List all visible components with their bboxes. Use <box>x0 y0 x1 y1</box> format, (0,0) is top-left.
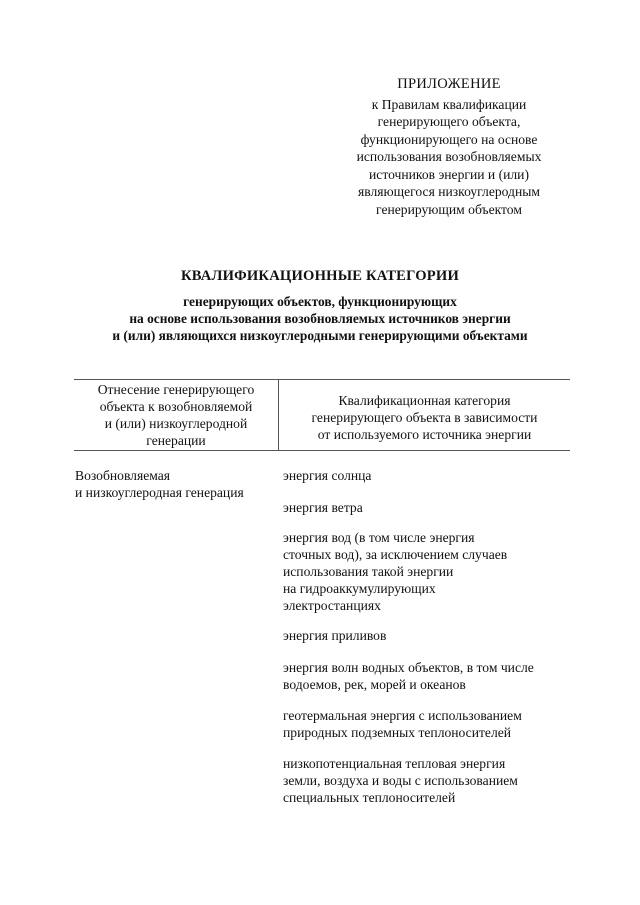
source-line: энергия солнца <box>283 468 372 483</box>
header-line: генерирующего объекта в зависимости <box>311 410 538 425</box>
source-line: энергия приливов <box>283 628 387 643</box>
header-line: Квалификационная категория <box>338 393 511 408</box>
header-line: объекта к возобновляемой <box>99 399 253 414</box>
list-item <box>283 529 573 614</box>
source-line: энергия вод (в том числе энергия <box>283 530 475 545</box>
document-title: КВАЛИФИКАЦИОННЫЕ КАТЕГОРИИ <box>180 268 460 284</box>
appendix-block <box>330 76 568 218</box>
table-header-generation-type <box>74 381 278 449</box>
source-line: водоемов, рек, морей и океанов <box>283 677 466 692</box>
appendix-line: генерирующим объектом <box>376 201 522 217</box>
list-item <box>283 499 573 516</box>
appendix-line: функционирующего на основе <box>360 131 538 147</box>
appendix-line: являющегося низкоуглеродным <box>358 184 540 199</box>
source-line: на гидроаккумулирующих <box>283 581 436 596</box>
list-item <box>283 467 573 484</box>
appendix-line: источников энергии и (или) <box>369 166 529 182</box>
list-item <box>283 755 573 806</box>
subtitle-line: на основе использования возобновляемых источников энергии <box>129 311 511 326</box>
list-item <box>283 627 573 644</box>
table-cell-category <box>75 467 275 501</box>
source-line: использования такой энергии <box>283 564 454 579</box>
list-item <box>283 707 573 741</box>
appendix-title: ПРИЛОЖЕНИЕ <box>397 76 501 92</box>
document-subtitle <box>60 293 580 344</box>
source-line: специальных теплоносителей <box>283 790 456 805</box>
source-line: низкопотенциальная тепловая энергия <box>283 756 506 771</box>
subtitle-line: генерирующих объектов, функционирующих <box>183 294 457 309</box>
table-header-qualification-category <box>279 392 570 443</box>
subtitle-line: и (или) являющихся низкоуглеродными генерирующими объектами <box>112 328 528 343</box>
source-line: электростанциях <box>283 598 381 613</box>
source-line: геотермальная энергия с использованием <box>283 708 522 723</box>
source-line: энергия ветра <box>283 500 363 515</box>
source-line: энергия волн водных объектов, в том числе <box>283 660 534 675</box>
appendix-line: использования возобновляемых <box>356 149 542 164</box>
category-line: Возобновляемая <box>75 468 171 483</box>
header-line: Отнесение генерирующего <box>97 382 255 397</box>
source-line: сточных вод), за исключением случаев <box>283 547 508 562</box>
appendix-line: к Правилам квалификации <box>371 96 527 112</box>
table-top-rule <box>74 379 570 380</box>
source-line: природных подземных теплоносителей <box>283 725 512 740</box>
header-line: от используемого источника энергии <box>317 427 532 442</box>
appendix-line: генерирующего объекта, <box>377 114 521 129</box>
list-item <box>283 659 573 693</box>
header-line: генерации <box>146 433 206 448</box>
source-line: земли, воздуха и воды с использованием <box>283 773 518 788</box>
category-line: и низкоуглеродная генерация <box>75 485 244 500</box>
table-header-rule <box>74 450 570 451</box>
header-line: и (или) низкоуглеродной <box>104 416 248 431</box>
